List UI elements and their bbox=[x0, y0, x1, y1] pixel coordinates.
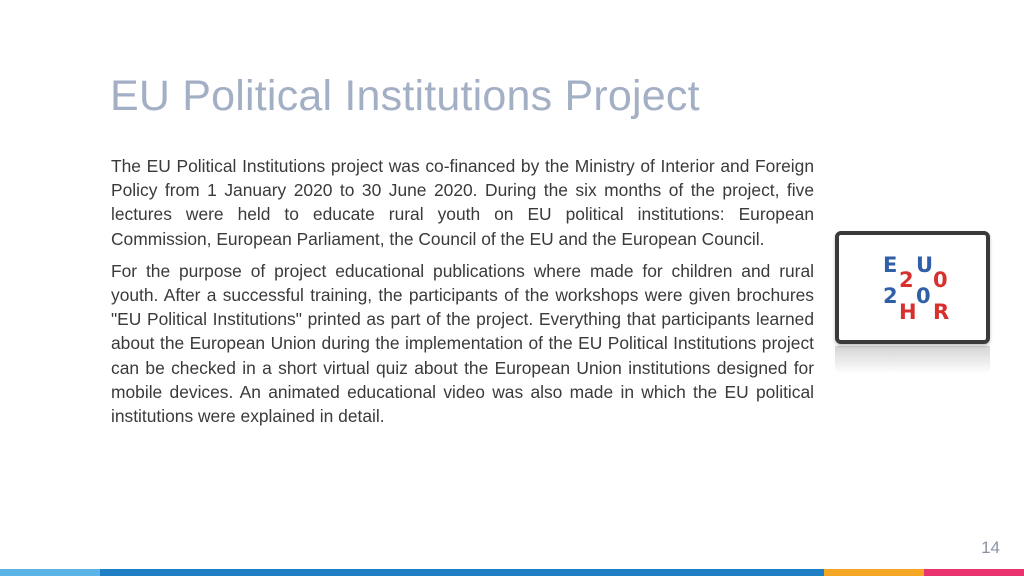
paragraph-intro: The EU Political Institutions project was co-financed by the Ministry of Interior and Foreign Policy from 1 January 2020 to 30 June 2020. During the six months of the project, five lectures were held to educate rural youth on EU political institutions: European Commission, European Parliament, the Council of the EU and the European Council. bbox=[111, 156, 814, 249]
footer-segment-light-blue bbox=[0, 569, 100, 576]
footer-segment-orange bbox=[824, 569, 924, 576]
footer-color-bar bbox=[0, 569, 1024, 576]
logo-letter-r: R bbox=[933, 300, 950, 324]
logo-letter-u: U bbox=[916, 253, 934, 277]
logo-digit-0a: 0 bbox=[933, 268, 948, 292]
footer-segment-blue bbox=[100, 569, 824, 576]
tablet-reflection bbox=[835, 346, 990, 374]
logo-letter-e: E bbox=[883, 253, 898, 277]
logo-digit-2a: 2 bbox=[899, 268, 914, 292]
slide-body bbox=[111, 154, 814, 436]
footer-segment-pink bbox=[924, 569, 1024, 576]
tablet-image bbox=[835, 231, 990, 344]
paragraph-publications: For the purpose of project educational publications where made for children and rural youth. After a successful training, the participants of the workshops were given brochures "EU Political Institutions" printed as part of the project. Everything that participants learned about the European Union during the implementation of the EU Political Institutions project can be checked in a short virtual quiz about the European Union institutions designed for mobile devices. An animated educational video was also made in which the EU political institutions were explained in detail. bbox=[111, 260, 814, 427]
eu2020hr-logo bbox=[881, 253, 961, 325]
logo-digit-0b: 0 bbox=[916, 284, 931, 308]
logo-letter-h: H bbox=[899, 300, 917, 324]
page-number: 14 bbox=[981, 538, 1000, 557]
slide-title: EU Political Institutions Project bbox=[110, 72, 700, 120]
logo-digit-2b: 2 bbox=[883, 284, 898, 308]
